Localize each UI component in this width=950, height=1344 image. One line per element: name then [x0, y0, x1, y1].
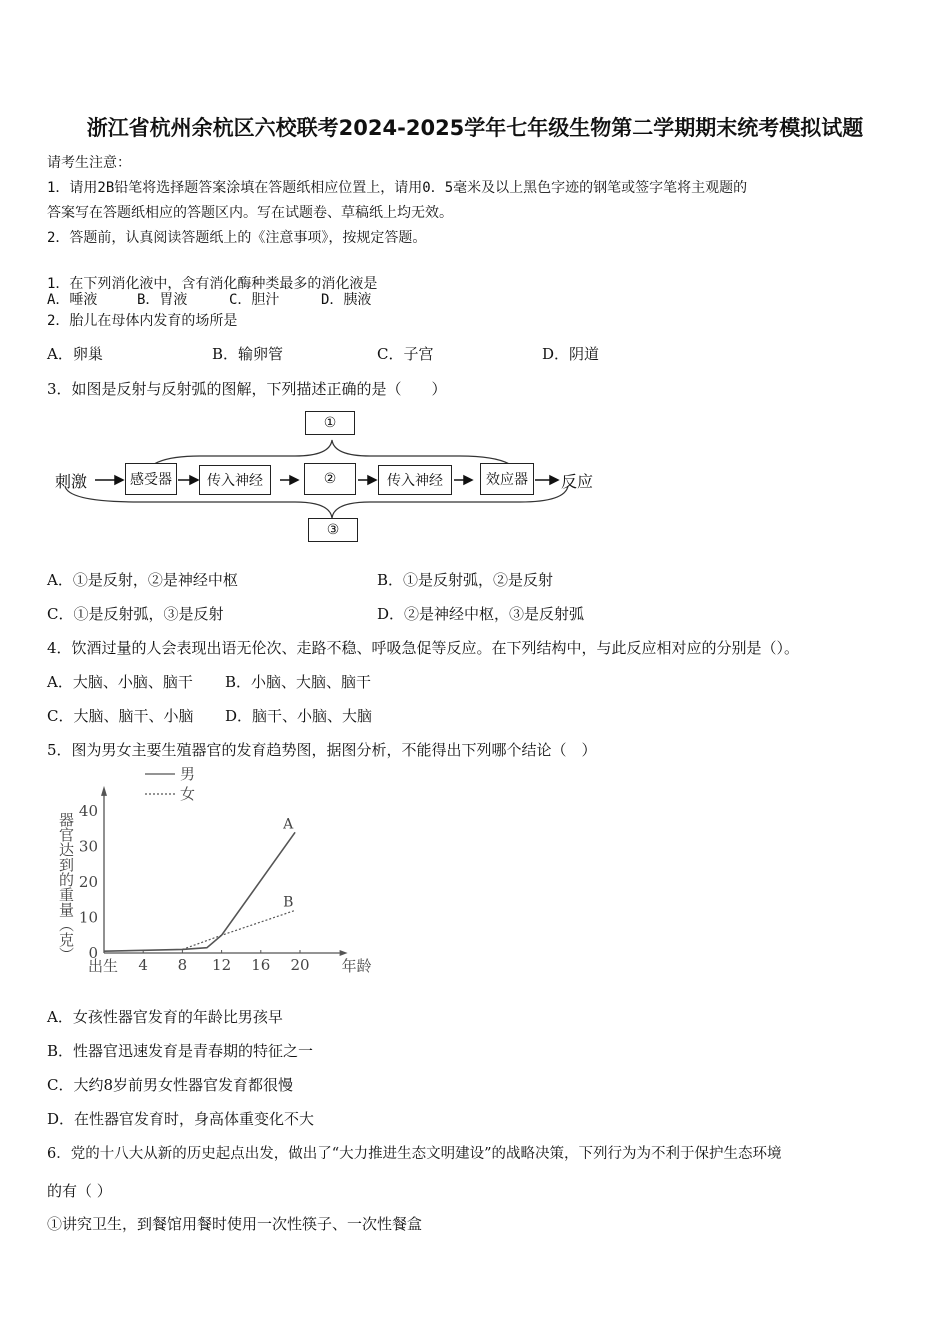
q4-option: D．脑干、小脑、大脑 — [225, 707, 373, 725]
q4-stem: 4．饮酒过量的人会表现出语无伦次、走路不稳、呼吸急促等反应。在下列结构中，与此反应相对应的分别是（）。 — [47, 639, 800, 657]
x-tick-label: 20 — [290, 956, 310, 974]
y-tick-label: 20 — [78, 873, 98, 891]
afferent-nerve-box: 传入神经 — [199, 465, 271, 495]
q2-option: A．卵巢 — [47, 345, 103, 363]
series-end-label: A — [283, 816, 294, 833]
notice-line: 1．请用2B铅笔将选择题答案涂填在答题纸相应位置上，请用0．5毫米及以上黑色字迹的钢笔或签字笔将主观题的 — [47, 180, 748, 196]
y-tick-label: 0 — [88, 944, 98, 962]
y-axis-label: 器官达到的重量（克） — [57, 812, 75, 962]
x-axis-arrow — [340, 950, 348, 956]
development-chart — [40, 760, 390, 980]
q4-option: C．大脑、脑干、小脑 — [47, 707, 194, 725]
q1-option: B．胃液 — [137, 292, 188, 308]
response-label: 反应 — [561, 472, 594, 491]
series-line-女 — [182, 910, 295, 949]
legend-label: 男 — [180, 765, 196, 783]
page-title: 浙江省杭州余杭区六校联考2024-2025学年七年级生物第二学期期末统考模拟试题 — [86, 116, 864, 140]
y-axis-arrow — [101, 786, 107, 796]
legend-label: 女 — [180, 785, 196, 803]
q4-option: B．小脑、大脑、脑干 — [225, 673, 372, 691]
q3-option: A．①是反射，②是神经中枢 — [47, 571, 238, 589]
stimulus-label: 刺激 — [55, 472, 88, 491]
x-origin-label: 出生 — [88, 957, 119, 975]
q2-stem: 2．胎儿在母体内发育的场所是 — [47, 313, 238, 329]
x-tick-label: 4 — [138, 956, 148, 974]
q6-item: ①讲究卫生，到餐馆用餐时使用一次性筷子、一次性餐盒 — [47, 1215, 423, 1233]
x-tick-label: 12 — [212, 956, 232, 974]
q2-option: D．阴道 — [542, 345, 600, 363]
y-tick-label: 30 — [78, 837, 98, 856]
q5-option: A．女孩性器官发育的年龄比男孩早 — [47, 1008, 283, 1026]
q6-stem-cont: 的有（ ） — [47, 1182, 112, 1200]
label-box-3: ③ — [308, 518, 358, 542]
receptor-box: 感受器 — [125, 463, 177, 495]
notice-line: 答案写在答题纸相应的答题区内。写在试题卷、草稿纸上均无效。 — [47, 205, 453, 221]
q3-stem: 3．如图是反射与反射弧的图解，下列描述正确的是（ ） — [47, 380, 447, 398]
notice-header: 请考生注意： — [47, 155, 131, 171]
notice-line: 2．答题前，认真阅读答题纸上的《注意事项》，按规定答题。 — [47, 230, 427, 246]
q6-stem: 6．党的十八大从新的历史起点出发，做出了“大力推进生态文明建设”的战略决策，下列行为为不利于保护生态环境 — [47, 1146, 782, 1162]
q5-stem: 5．图为男女主要生殖器官的发育趋势图，据图分析，不能得出下列哪个结论（ ） — [47, 741, 597, 759]
label-box-1: ① — [305, 411, 355, 435]
nerve-center-box: ② — [304, 463, 356, 495]
q2-option: B．输卵管 — [212, 345, 284, 363]
y-tick-label: 10 — [78, 908, 98, 927]
q1-stem: 1．在下列消化液中，含有消化酶种类最多的消化液是 — [47, 276, 378, 292]
q3-option: C．①是反射弧，③是反射 — [47, 605, 224, 623]
efferent-nerve-box: 传入神经 — [378, 465, 452, 495]
x-tick-label: 16 — [251, 956, 271, 974]
series-line-男 — [104, 832, 295, 951]
x-axis-label: 年龄 — [341, 957, 372, 975]
q1-option: D．胰液 — [321, 292, 372, 308]
effector-box: 效应器 — [480, 463, 534, 495]
series-end-label: B — [283, 894, 294, 911]
q3-option: D．②是神经中枢，③是反射弧 — [377, 605, 585, 623]
q5-option: B．性器官迅速发育是青春期的特征之一 — [47, 1042, 314, 1060]
q1-option: C．胆汁 — [229, 292, 280, 308]
q3-option: B．①是反射弧，②是反射 — [377, 571, 554, 589]
x-tick-label: 8 — [177, 956, 188, 974]
q2-option: C．子宫 — [377, 345, 434, 363]
q4-option: A．大脑、小脑、脑干 — [47, 673, 193, 691]
q5-option: D．在性器官发育时，身高体重变化不大 — [47, 1110, 315, 1128]
q5-option: C．大约8岁前男女性器官发育都很慢 — [47, 1076, 294, 1094]
q1-option: A．唾液 — [47, 292, 98, 308]
y-tick-label: 40 — [78, 802, 98, 820]
